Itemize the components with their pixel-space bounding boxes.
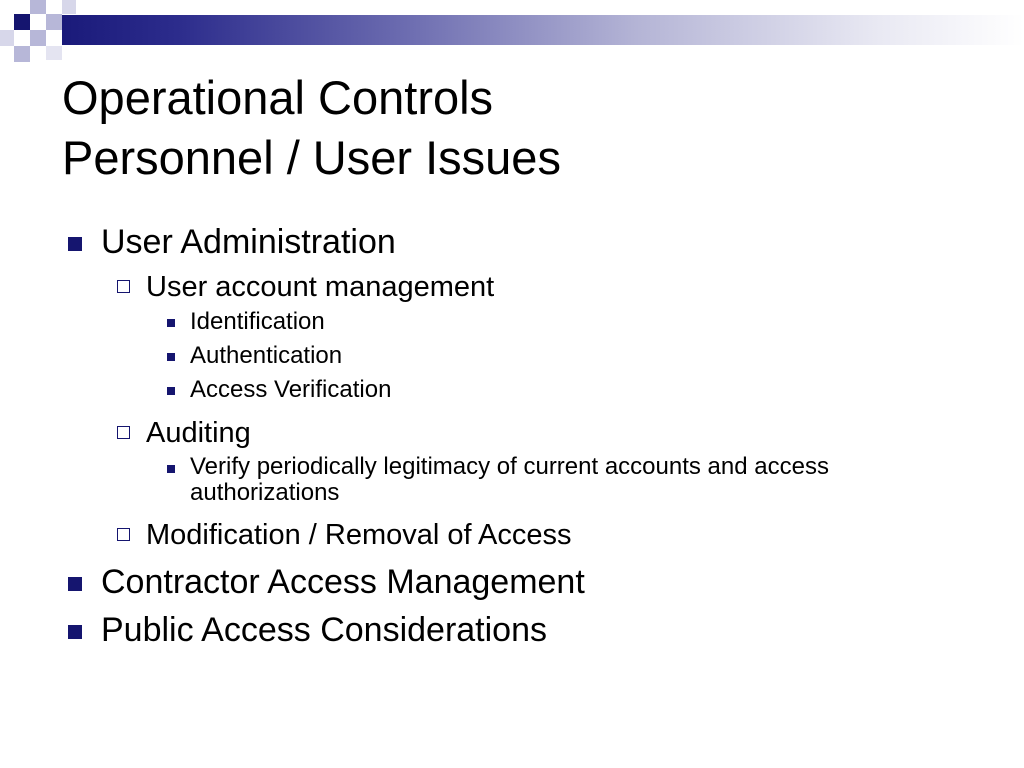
filled-square-icon (68, 237, 82, 251)
decor-square-icon (30, 30, 46, 46)
subbullet-text: Modification / Removal of Access (146, 519, 572, 551)
small-filled-square-icon (167, 387, 175, 395)
subbullet-text: Auditing (146, 417, 251, 449)
subbullet-modification-removal (62, 516, 962, 554)
small-filled-square-icon (167, 319, 175, 327)
item-identification (62, 308, 962, 336)
decor-square-icon (46, 46, 62, 60)
item-text: Identification (190, 308, 325, 335)
decor-square-icon (0, 30, 14, 46)
subbullet-text: User account management (146, 271, 495, 303)
hollow-square-icon (117, 426, 130, 439)
decor-square-icon (46, 14, 62, 30)
item-text: Access Verification (190, 376, 392, 403)
decor-square-icon (30, 0, 46, 14)
slide-title-line-2: Personnel / User Issues (62, 131, 561, 184)
bullet-text: Public Access Considerations (101, 611, 548, 649)
decor-square-icon (14, 46, 30, 62)
filled-square-icon (68, 625, 82, 639)
hollow-square-icon (117, 528, 130, 541)
bullet-user-administration (62, 220, 962, 264)
bullet-text: User Administration (101, 223, 396, 261)
subbullet-user-account-management (62, 268, 962, 306)
item-text: Authentication (190, 342, 343, 369)
small-filled-square-icon (167, 465, 175, 473)
slide-title-line-1: Operational Controls (62, 71, 494, 124)
hollow-square-icon (117, 280, 130, 293)
bullet-public-access (62, 608, 962, 652)
small-filled-square-icon (167, 353, 175, 361)
decor-square-icon (14, 14, 30, 30)
item-text: Verify periodically legitimacy of current accounts and access authorizations (190, 453, 829, 506)
item-authentication (62, 342, 962, 370)
slide-title (62, 68, 561, 188)
filled-square-icon (68, 577, 82, 591)
item-verify-legitimacy (62, 454, 950, 506)
decor-square-icon (62, 0, 76, 14)
bullet-text: Contractor Access Management (101, 563, 585, 601)
item-access-verification (62, 376, 962, 404)
header-gradient-bar (62, 15, 1024, 45)
bullet-contractor-access (62, 560, 962, 604)
slide-body (62, 220, 962, 656)
subbullet-auditing (62, 414, 962, 452)
